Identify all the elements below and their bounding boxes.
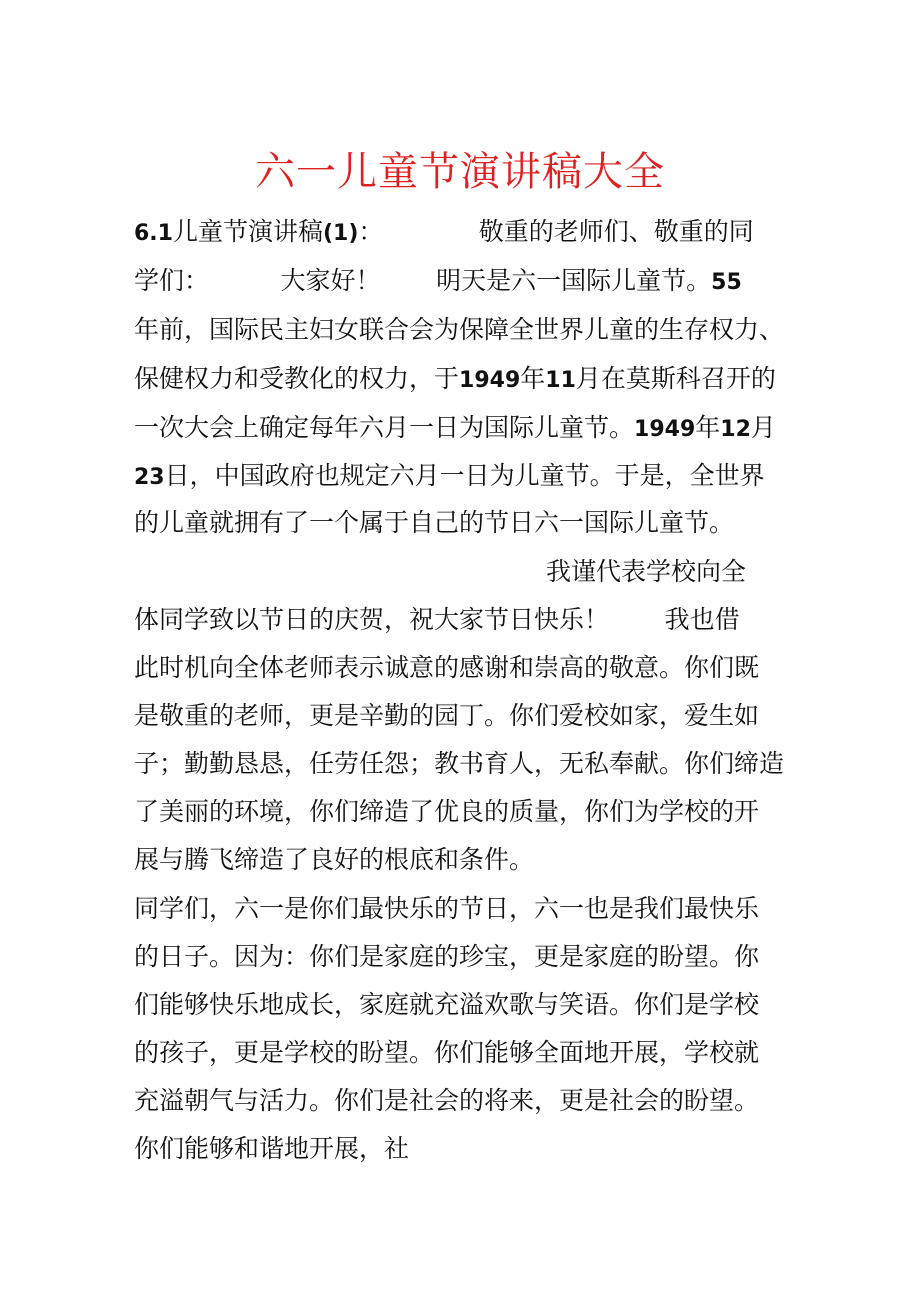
section-heading: 儿童节演讲稿 <box>172 217 323 246</box>
year-number: 1949 <box>634 417 696 442</box>
years-number: 55 <box>711 270 742 295</box>
text-line-2: 学们： 大家好！ 明天是六一国际儿童节。55 <box>134 266 742 295</box>
text-line-14: 展与腾飞缔造了良好的根底和条件。 <box>134 845 535 874</box>
text-line-19: 充溢朝气与活力。你们是社会的将来，更是社会的盼望。 <box>134 1086 760 1115</box>
section-index: (1) <box>323 221 359 246</box>
text-line-20: 你们能够和谐地开展，社 <box>134 1134 410 1163</box>
text-line-5: 一次大会上确定每年六月一日为国际儿童节。1949年12月 <box>134 413 776 442</box>
month-number: 11 <box>545 368 576 393</box>
document-title: 六一儿童节演讲稿大全 <box>255 149 665 195</box>
text-line-9: 体同学致以节日的庆贺，祝大家节日快乐！ 我也借 <box>134 605 740 634</box>
section-number: 6.1 <box>134 221 173 246</box>
text-line-3: 年前，国际民主妇女联合会为保障全世界儿童的生存权力、 <box>134 315 785 344</box>
text-line-12: 子；勤勤恳恳，任劳任怨；教书育人，无私奉献。你们缔造 <box>134 749 785 778</box>
text-line-15: 同学们，六一是你们最快乐的节日，六一也是我们最快乐 <box>134 894 760 923</box>
text-line-18: 的孩子，更是学校的盼望。你们能够全面地开展，学校就 <box>134 1038 760 1067</box>
day-number: 23 <box>134 465 165 490</box>
text-line-13: 了美丽的环境，你们缔造了优良的质量，你们为学校的开 <box>134 797 760 826</box>
text-line-7: 的儿童就拥有了一个属于自己的节日六一国际儿童节。 <box>134 508 735 537</box>
text-line-17: 们能够快乐地成长，家庭就充溢欢歌与笑语。你们是学校 <box>134 990 760 1019</box>
text-line-1 <box>134 209 794 255</box>
text-line-16: 的日子。因为：你们是家庭的珍宝，更是家庭的盼望。你 <box>134 942 760 971</box>
month-number: 12 <box>720 417 751 442</box>
text-line-6: 23日，中国政府也规定六月一日为儿童节。于是，全世界 <box>134 461 765 490</box>
greeting-text: ： 敬重的老师们、敬重的同 <box>358 217 754 246</box>
text-line-4: 保健权力和受教化的权力，于1949年11月在莫斯科召开的 <box>134 364 776 393</box>
text-line-10: 此时机向全体老师表示诚意的感谢和崇高的敬意。你们既 <box>134 653 760 682</box>
text-line-8: 我谨代表学校向全 <box>546 557 747 586</box>
text-line-11: 是敬重的老师，更是辛勤的园丁。你们爱校如家，爱生如 <box>134 701 760 730</box>
year-number: 1949 <box>459 368 521 393</box>
